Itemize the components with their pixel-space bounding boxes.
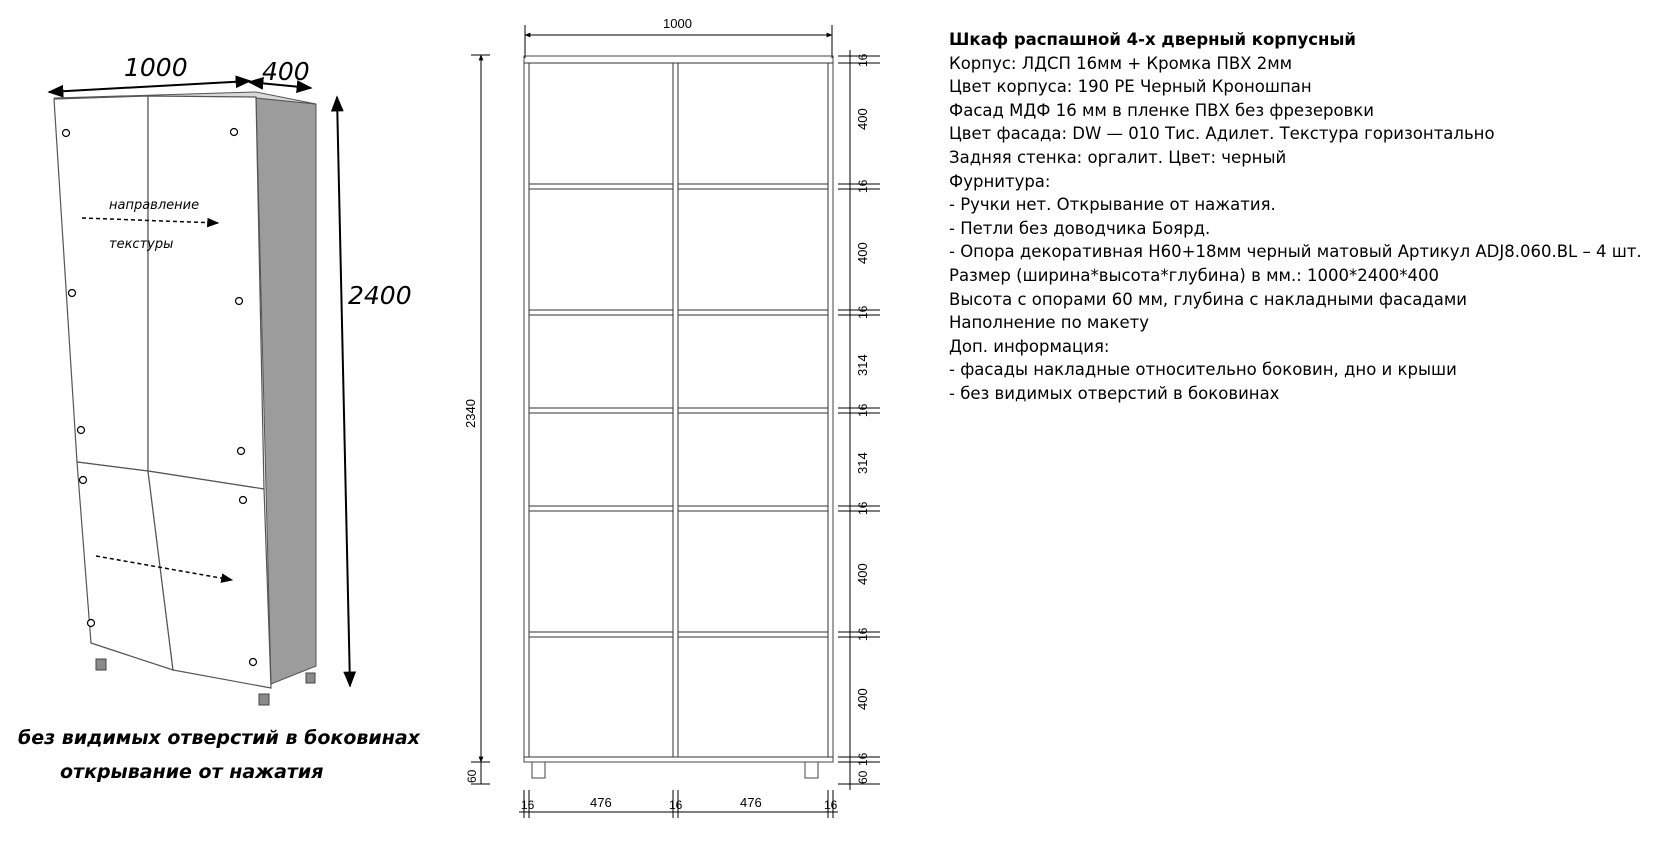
dim-label-section-width: 476: [590, 795, 612, 810]
dim-label-compartment: 400: [855, 108, 870, 130]
dim-label-shelf-thickness: 16: [856, 305, 870, 319]
spec-line: Фасад МДФ 16 мм в пленке ПВХ без фрезеровки: [949, 100, 1374, 120]
shelf: [678, 184, 828, 189]
spec-line: Доп. информация:: [949, 336, 1110, 356]
overall-width-label: 1000: [663, 16, 692, 31]
shelf: [678, 408, 828, 413]
dim-label-compartment: 400: [855, 242, 870, 264]
dim-label-shelf-thickness: 16: [856, 501, 870, 515]
spec-line: Наполнение по макету: [949, 313, 1149, 333]
spec-line: Корпус: ЛДСП 16мм + Кромка ПВХ 2мм: [949, 53, 1293, 73]
dim-label-partition-thickness: 16: [669, 798, 683, 812]
dim-label-compartment: 400: [855, 563, 870, 585]
spec-line: Цвет корпуса: 190 PE Черный Кроношпан: [949, 77, 1312, 97]
dim-label-compartment: 314: [855, 354, 870, 376]
dim-label-compartment: 314: [855, 452, 870, 474]
spec-line: Высота с опорами 60 мм, глубина с накладными фасадами: [949, 289, 1467, 309]
caption-no-holes: без видимых отверстий в боковинах: [18, 727, 420, 749]
height-dimension-label: 2400: [348, 281, 412, 310]
right-dimension-labels: [855, 53, 870, 784]
shelf: [529, 310, 673, 315]
height-dimension-arrow: [337, 97, 350, 686]
upper-left-door: [54, 96, 148, 471]
spec-line: - без видимых отверстий в боковинах: [949, 383, 1280, 403]
shelf: [678, 310, 828, 315]
spec-line: Цвет фасада: DW — 010 Тис. Адилет. Текстура горизонтально: [949, 124, 1495, 144]
spec-line: Фурнитура:: [949, 171, 1051, 191]
front-elevation-view: [463, 16, 880, 818]
dim-label-side-thickness: 16: [824, 798, 838, 812]
cabinet-foot: [96, 659, 106, 670]
spec-title: Шкаф распашной 4-х дверный корпусный: [949, 30, 1356, 49]
specification-text: [949, 28, 1649, 406]
texture-label-top: направление: [109, 198, 200, 213]
dim-label-compartment: 400: [855, 688, 870, 710]
spec-line: Задняя стенка: оргалит. Цвет: черный: [949, 147, 1287, 167]
shelf: [529, 408, 673, 413]
body-height-label: 2340: [463, 399, 478, 428]
dim-label-side-thickness: 16: [521, 798, 535, 812]
spec-line: - Ручки нет. Открывание от нажатия.: [949, 195, 1276, 215]
shelf: [529, 184, 673, 189]
shelf: [529, 632, 673, 637]
dim-label-section-width: 476: [740, 795, 762, 810]
isometric-cabinet-view: [18, 53, 421, 783]
front-foot: [805, 762, 818, 778]
cabinet-foot: [259, 694, 269, 705]
dim-label-plinth: 60: [856, 770, 870, 784]
spec-line: Размер (ширина*высота*глубина) в мм.: 1000*2400*400: [949, 265, 1439, 285]
dim-label-shelf-thickness: 16: [856, 403, 870, 417]
shelf: [678, 632, 828, 637]
caption-push-open: открывание от нажатия: [60, 761, 324, 783]
dim-label-shelf-thickness: 16: [856, 179, 870, 193]
dim-label-shelf-thickness: 16: [856, 627, 870, 641]
spec-line: - Петли без доводчика Боярд.: [949, 218, 1211, 238]
front-foot: [532, 762, 545, 778]
texture-label-bottom: текстуры: [109, 237, 174, 252]
upper-right-door: [148, 96, 264, 489]
plinth-height-label: 60: [465, 769, 479, 783]
bottom-dimension-labels: [521, 795, 838, 812]
shelf: [529, 506, 673, 511]
spec-line: - Опора декоративная H60+18мм черный матовый Артикул ADJ8.060.BL – 4 шт.: [949, 242, 1642, 262]
right-dimension-ticks: [838, 56, 880, 784]
dim-label-shelf-thickness: 16: [856, 53, 870, 67]
dim-label-shelf-thickness: 16: [856, 752, 870, 766]
depth-dimension-label: 400: [262, 57, 310, 86]
shelf: [678, 506, 828, 511]
width-dimension-arrow: [49, 81, 250, 92]
width-dimension-label: 1000: [124, 53, 188, 82]
spec-line: - фасады накладные относительно боковин, дно и крыши: [949, 360, 1457, 380]
cabinet-foot: [306, 673, 315, 683]
